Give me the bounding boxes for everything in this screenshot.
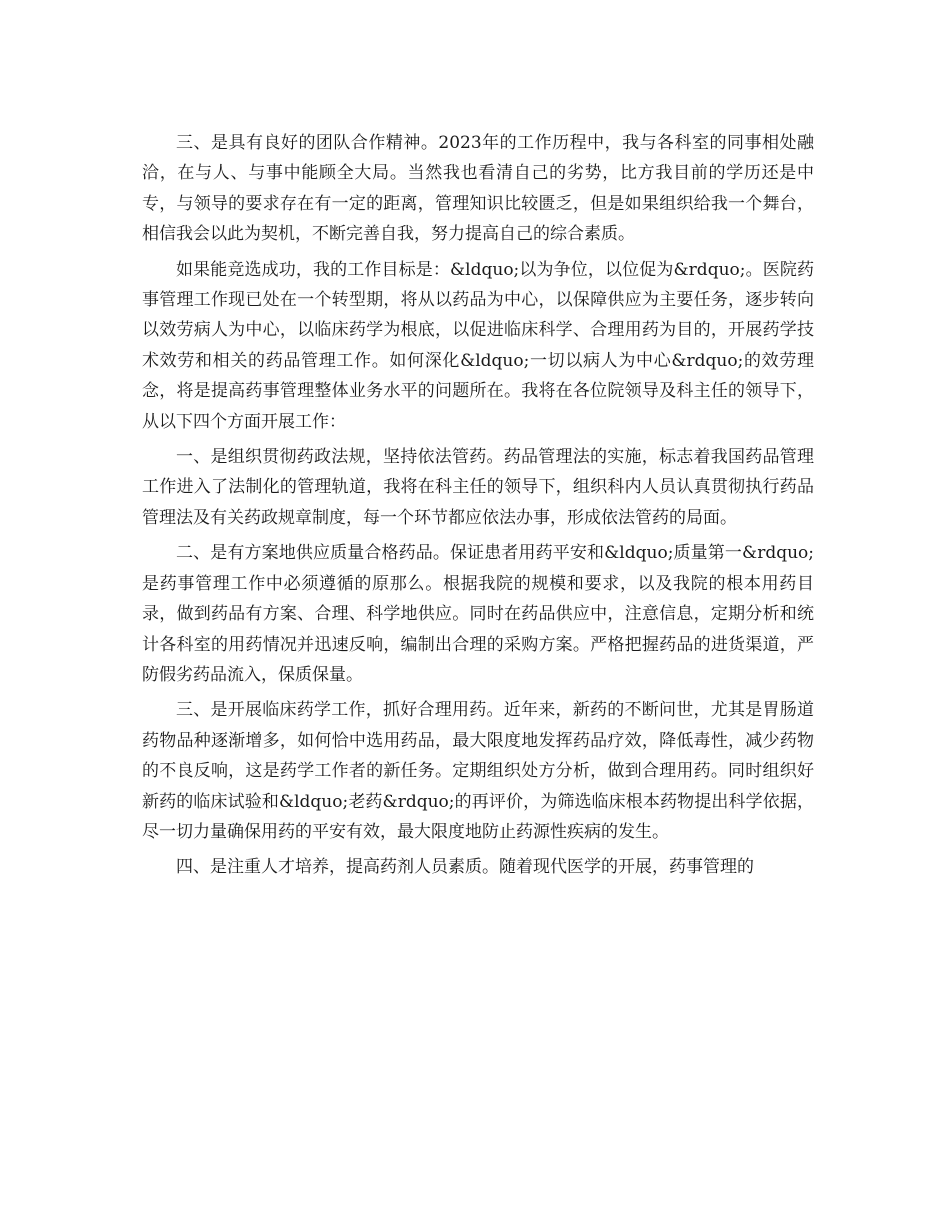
paragraph-point-four: 四、是注重人才培养，提高药剂人员素质。随着现代医学的开展，药事管理的 (176, 857, 754, 878)
paragraph-point-two: 二、是有方案地供应质量合格药品。保证患者用药平安和&ldquo;质量第一&rdquo;是药事管理工作中必须遵循的原那么。根据我院的规模和要求，以及我院的根本用药目录，做到药品有方案、合理、科学地供应。同时在药品供应中，注意信息，定期分析和统计各科室的用药情况并迅速反响，编制出合理的采购方案。严格把握药品的进货渠道，严防假劣药品流入，保质保量。 (142, 543, 814, 685)
document-body (142, 128, 814, 888)
paragraph-work-goal: 如果能竞选成功，我的工作目标是：&ldquo;以为争位，以位促为&rdquo;。医院药事管理工作现已处在一个转型期，将从以药品为中心，以保障供应为主要任务，逐步转向以效劳病人为中心，以临床药学为根底，以促进临床科学、合理用药为目的，开展药学技术效劳和相关的药品管理工作。如何深化&ldquo;一切以病人为中心&rdquo;的效劳理念，将是提高药事管理整体业务水平的问题所在。我将在各位院领导及科主任的领导下， 从以下四个方面开展工作： (142, 259, 814, 432)
paragraph-team-spirit: 三、是具有良好的团队合作精神。2023年的工作历程中，我与各科室的同事相处融洽，在与人、与事中能顾全大局。当然我也看清自己的劣势，比方我目前的学历还是中专，与领导的要求存在有一定的距离，管理知识比较匮乏，但是如果组织给我一个舞台，相信我会以此为契机，不断完善自我，努力提高自己的综合素质。 (142, 133, 814, 245)
paragraph-point-three: 三、是开展临床药学工作，抓好合理用药。近年来，新药的不断问世，尤其是胃肠道药物品种逐渐增多，如何恰中选用药品，最大限度地发挥药品疗效，降低毒性，减少药物的不良反响，这是药学工作者的新任务。定期组织处方分析，做到合理用药。同时组织好新药的临床试验和&ldquo;老药&rdquo;的再评价，为筛选临床根本药物提出科学依据，尽一切力量确保用药的平安有效，最大限度地防止药源性疾病的发生。 (142, 700, 814, 842)
paragraph-point-one: 一、是组织贯彻药政法规，坚持依法管药。药品管理法的实施，标志着我国药品管理工作进入了法制化的管理轨道，我将在科主任的领导下，组织科内人员认真贯彻执行药品管理法及有关药政规章制度，每一个环节都应依法办事，形成依法管药的局面。 (142, 447, 814, 528)
